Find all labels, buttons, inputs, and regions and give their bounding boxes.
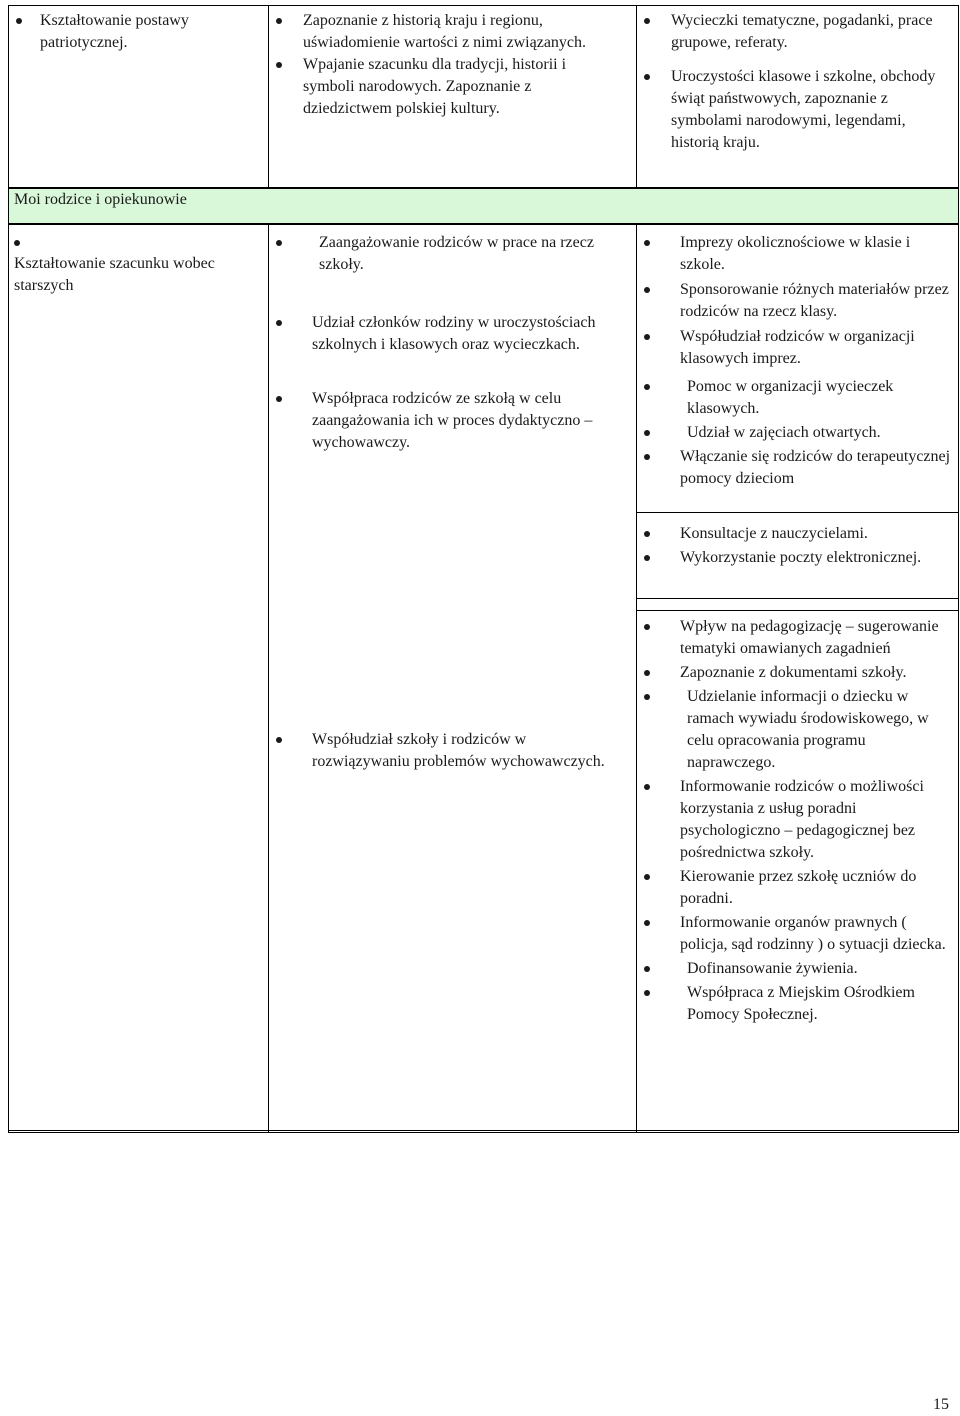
list-item: Informowanie organów prawnych ( policja, sąd rodzinny ) o sytuacji dziecka. [636,912,954,956]
table-right-border [958,5,959,1133]
list-item: Informowanie rodziców o możliwości korzystania z usług poradni psychologiczno – pedagogicznej bez pośrednictwa szkoły. [636,776,954,864]
list-item: Konsultacje z nauczycielami. [636,523,954,545]
list-item: Kierowanie przez szkołę uczniów do poradni. [636,866,954,910]
row2-col3-list-c [636,616,954,1026]
list-item: Udział w zajęciach otwartych. [636,422,954,444]
section-title: Moi rodzice i opiekunowie [14,191,187,208]
table-top-border [8,5,958,6]
list-item: Zapoznanie z dokumentami szkoły. [636,662,954,684]
list-item: Wycieczki tematyczne, pogadanki, prace grupowe, referaty. [636,10,946,54]
row2-col2-list-a [268,232,620,454]
row2-col1-text: Kształtowanie szacunku wobec starszych [14,255,215,294]
table-left-border [8,5,9,1133]
cell-separator [636,512,958,513]
list-item: Pomoc w organizacji wycieczek klasowych. [636,376,954,420]
cell-separator [636,610,958,611]
list-item: Włączanie się rodziców do terapeutycznej pomocy dzieciom [636,446,954,490]
list-item: Współudział szkoły i rodziców w rozwiązywaniu problemów wychowawczych. [268,729,620,773]
list-item: Zaangażowanie rodziców w prace na rzecz szkoły. [268,232,620,276]
bullet-icon [14,240,20,246]
list-item: Udzielanie informacji o dziecku w ramach wywiadu środowiskowego, w celu opracowania programu naprawczego. [636,686,954,774]
table-bottom-border [8,1130,958,1133]
list-item: Udział członków rodziny w uroczystościach szkolnych i klasowych oraz wycieczkach. [268,312,620,356]
cell-separator [636,598,958,599]
list-item: Zapoznanie z historią kraju i regionu, uświadomienie wartości z nimi związanych. [268,10,613,54]
top-col2-list [268,10,613,120]
list-item: Wpływ na pedagogizację – sugerowanie tematyki omawianych zagadnień [636,616,954,660]
row2-col3-list-a [636,232,954,490]
page-number: 15 [933,1396,949,1413]
list-item: Współudział rodziców w organizacji klasowych imprez. [636,326,954,370]
list-item: Współpraca rodziców ze szkołą w celu zaangażowania ich w proces dydaktyczno – wychowawczy. [268,388,620,454]
top-col1-list [8,10,248,54]
list-item: Uroczystości klasowe i szkolne, obchody świąt państwowych, zapoznanie z symbolami narodowymi, legendami, historią kraju. [636,66,946,154]
list-item: Dofinansowanie żywienia. [636,958,954,980]
row2-col2-list-b [268,729,620,773]
top-col3-list [636,10,946,154]
list-item: Wykorzystanie poczty elektronicznej. [636,547,954,569]
list-item: Imprezy okolicznościowe w klasie i szkole. [636,232,954,276]
row2-col3-list-b [636,523,954,569]
list-item: Wpajanie szacunku dla tradycji, historii i symboli narodowych. Zapoznanie z dziedzictwem polskiej kultury. [268,54,613,120]
list-item: Współpraca z Miejskim Ośrodkiem Pomocy Społecznej. [636,982,954,1026]
list-item: Sponsorowanie różnych materiałów przez rodziców na rzecz klasy. [636,279,954,323]
list-item: Kształtowanie postawy patriotycznej. [8,10,248,54]
